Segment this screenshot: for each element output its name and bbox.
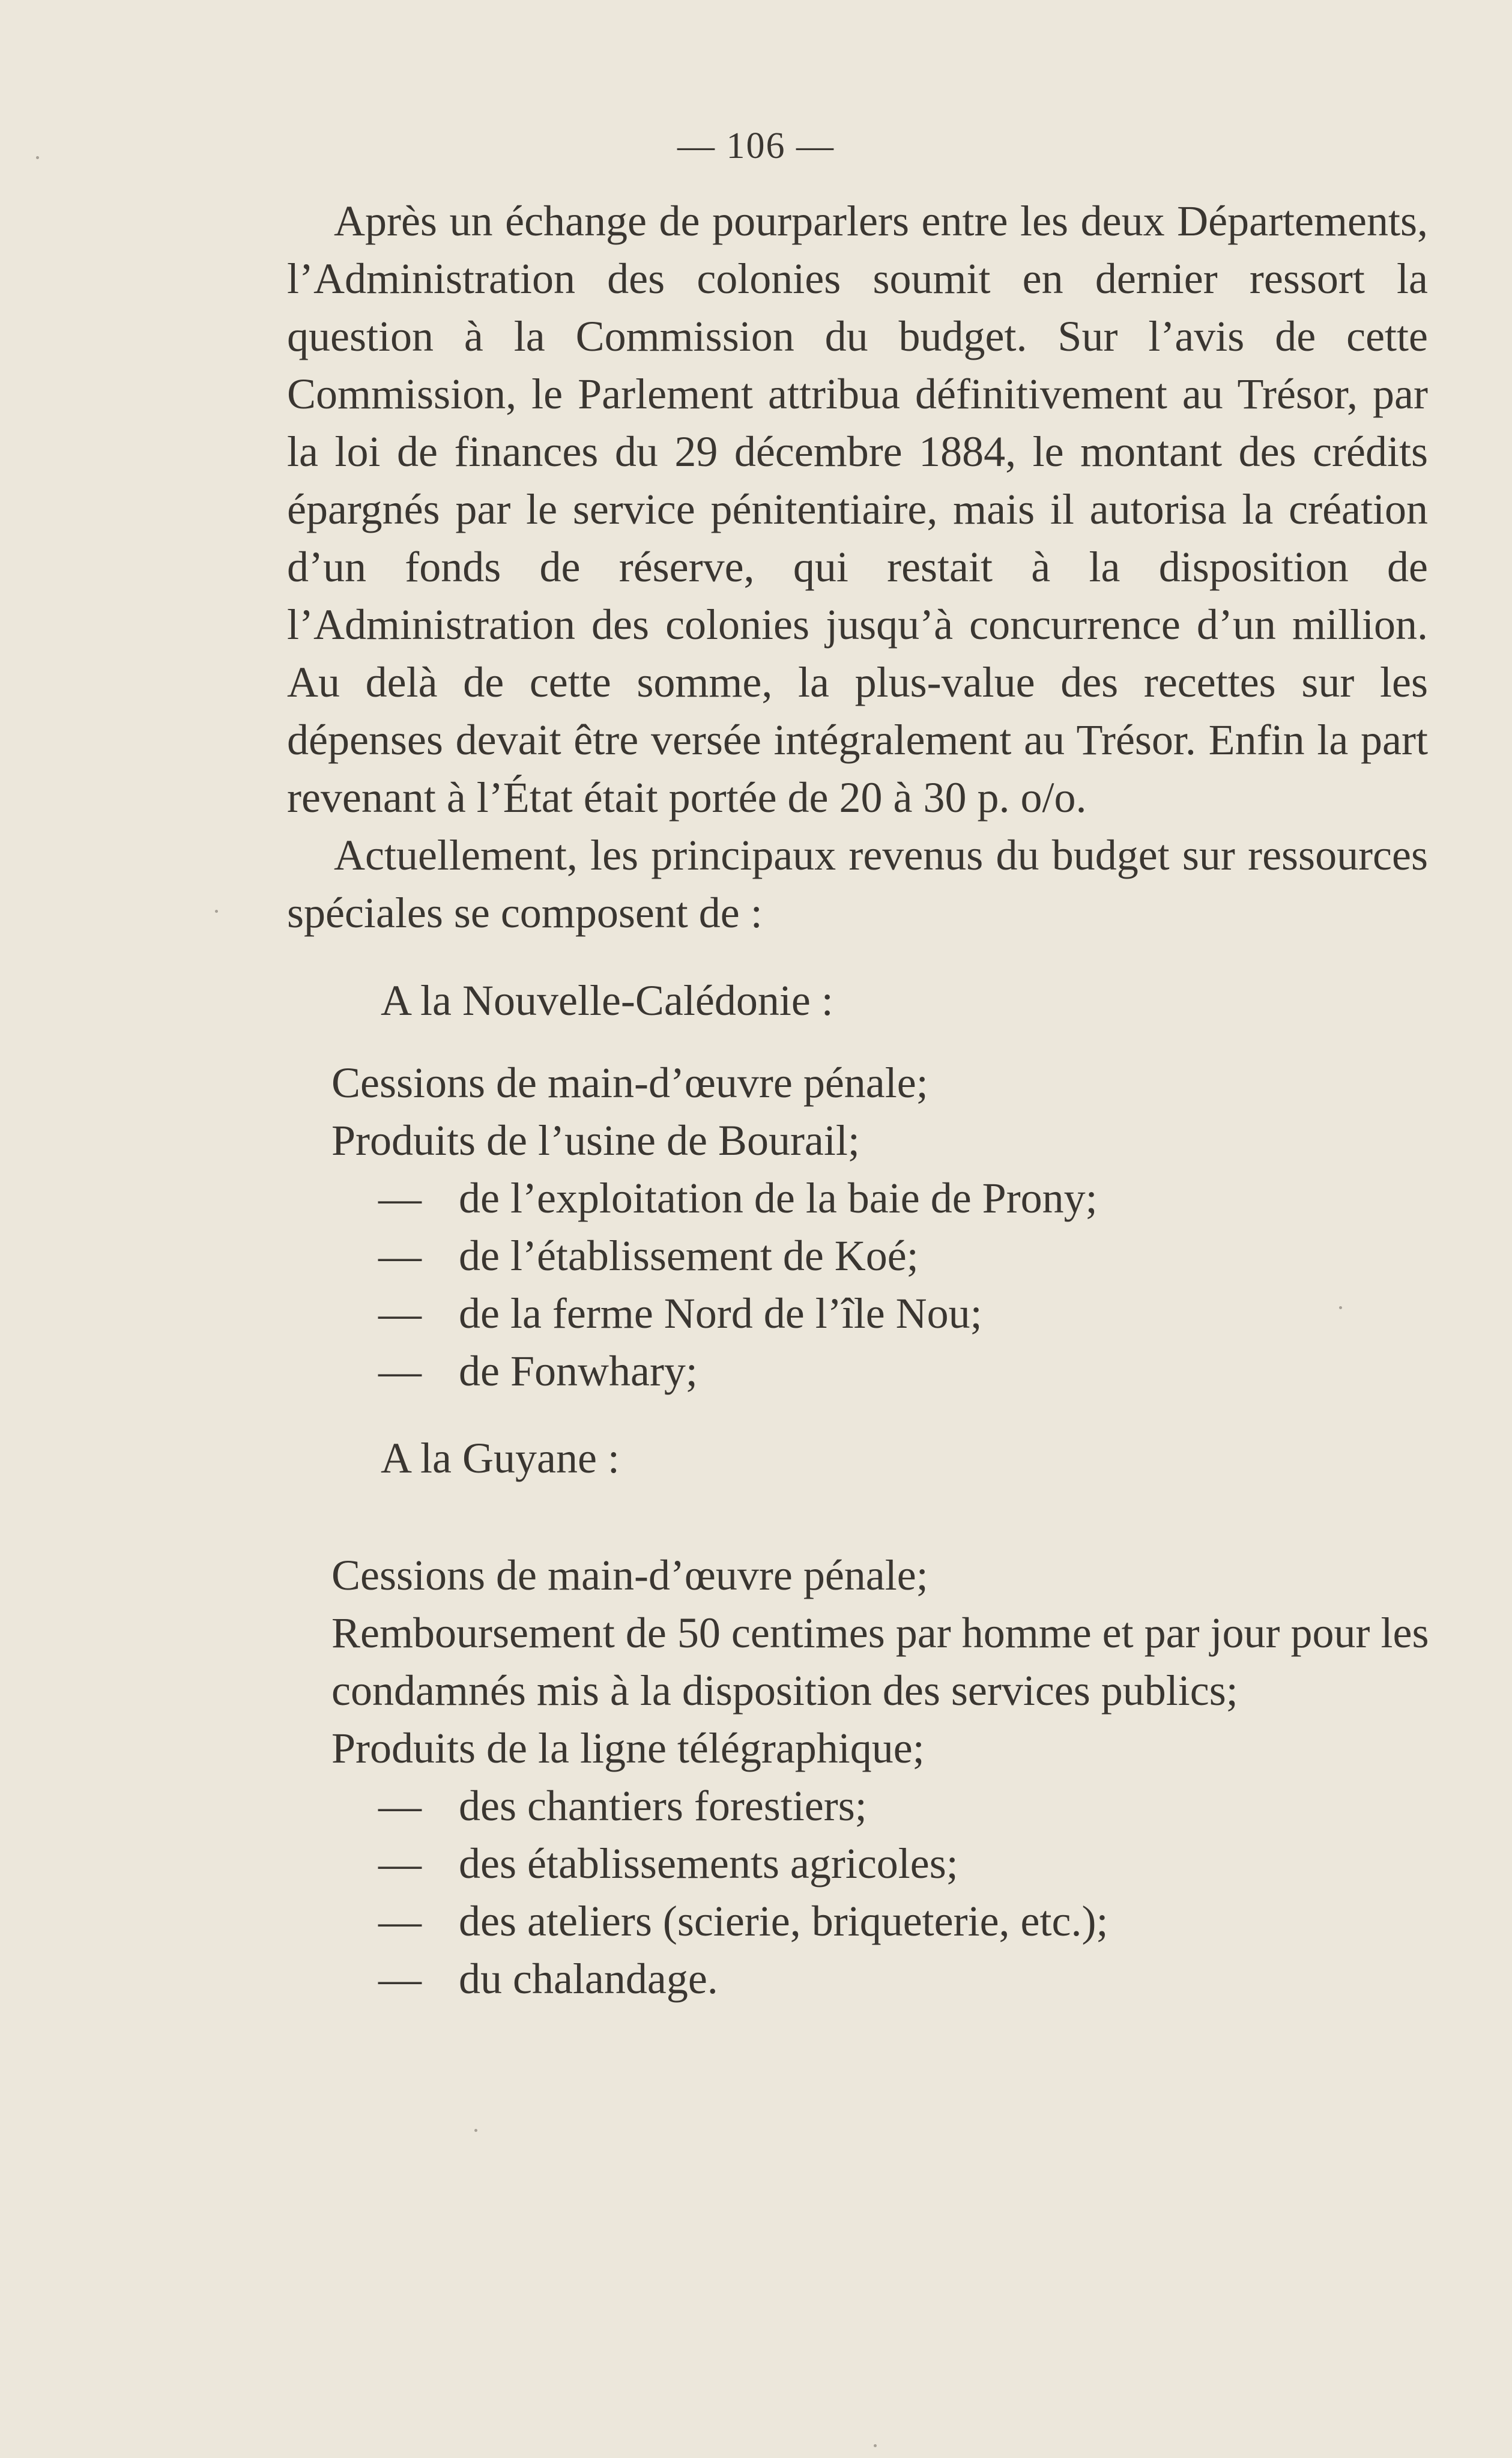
paragraph-revenus-principaux: Actuellement, les principaux revenus du budget sur ressources spéciales se composent de : <box>287 831 1428 937</box>
dash-mark: — <box>378 1897 422 1945</box>
list-item: Cessions de main-d’œuvre pénale; <box>331 1059 928 1107</box>
list-item: Produits de la ligne télégraphique; <box>331 1724 925 1772</box>
dash-mark: — <box>378 1839 422 1887</box>
page-number: — 106 — <box>677 126 835 166</box>
list-item: — du chalandage. <box>331 1950 1430 2008</box>
list-item: Remboursement de 50 centimes par homme et par jour pour les condamnés mis à la disposition des services publics; <box>331 1609 1429 1715</box>
list-item: — des établissements agricoles; <box>331 1835 1430 1892</box>
list-item: — des chantiers forestiers; <box>331 1777 1430 1835</box>
paragraph-fonds-de-reserve: Après un échange de pourparlers entre les deux Départements, l’Administration des colonies soumit en dernier ressort la question à la Commission du budget. Sur l’avis de cette Commission, le Parlement attribua définitivement au Trésor, par la loi de finances du 29 décembre 1884, le montant des crédits épargnés par le service pénitentiaire, mais il autorisa la création d’un fonds de réserve, qui restait à la disposition de l’Administration des colonies jusqu’à concurrence d’un million. Au delà de cette somme, la plus-value des recettes sur les dépenses devait être versée intégralement au Trésor. Enfin la part revenant à l’État était portée de 20 à 30 p. o/o. <box>287 197 1428 822</box>
intro-text <box>287 192 1428 942</box>
list-item: Produits de l’usine de Bourail; <box>331 1116 860 1164</box>
dash-mark: — <box>378 1174 422 1222</box>
list-item: — de l’établissement de Koé; <box>331 1227 1430 1285</box>
list-item: — de la ferme Nord de l’île Nou; <box>331 1285 1430 1342</box>
dash-mark: — <box>378 1955 422 2003</box>
dash-mark: — <box>378 1289 422 1337</box>
paper-speck <box>36 156 39 159</box>
dash-mark: — <box>378 1782 422 1830</box>
list-item: Cessions de main-d’œuvre pénale; <box>331 1551 928 1599</box>
list-item: — de l’exploitation de la baie de Prony; <box>331 1169 1430 1227</box>
list-item: — de Fonwhary; <box>331 1342 1430 1400</box>
paper-speck <box>1339 1306 1342 1309</box>
list-item: — des ateliers (scierie, briqueterie, etc.); <box>331 1892 1430 1950</box>
paper-speck <box>474 2129 477 2132</box>
heading-nouvelle-caledonie: A la Nouvelle-Calédonie : <box>381 976 833 1025</box>
paper-speck <box>874 2444 877 2447</box>
list-guyane <box>331 1546 1430 2008</box>
dash-mark: — <box>378 1347 422 1395</box>
list-nouvelle-caledonie <box>331 1054 1430 1400</box>
heading-guyane: A la Guyane : <box>381 1434 620 1482</box>
paper-speck <box>215 910 218 913</box>
dash-mark: — <box>378 1232 422 1280</box>
